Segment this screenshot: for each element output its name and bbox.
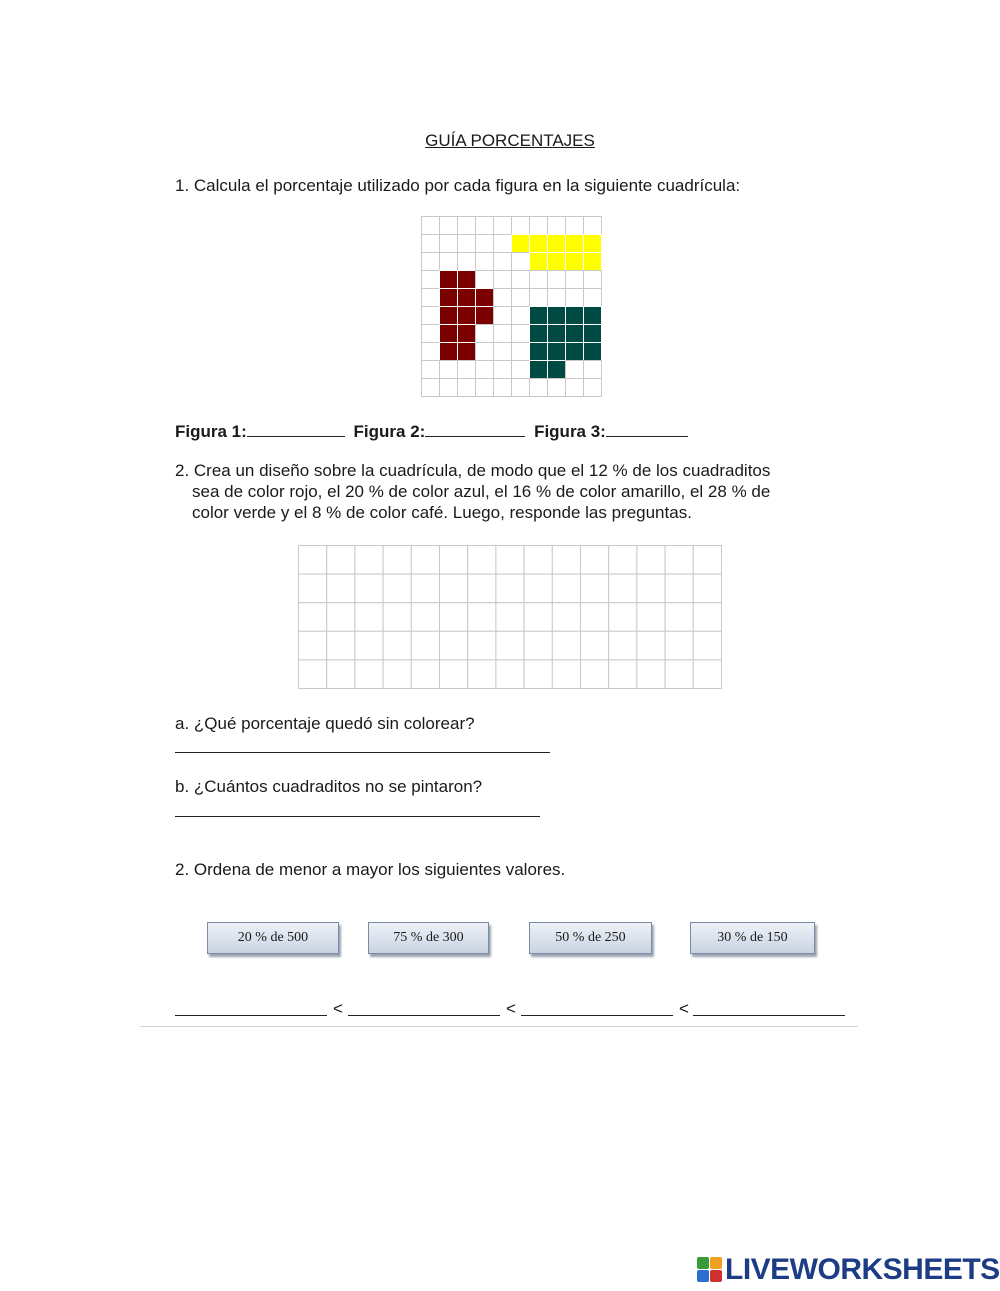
order-slot-4[interactable] [693, 1015, 845, 1016]
grid-cell [422, 235, 440, 253]
grid-cell[interactable] [552, 603, 580, 632]
grid-cell-filled [458, 289, 476, 307]
question-3: 2. Ordena de menor a mayor los siguientes valores. [175, 860, 566, 879]
grid-cell[interactable] [355, 574, 383, 603]
grid-cell[interactable] [440, 574, 468, 603]
grid-cell [476, 253, 494, 271]
grid-cell [422, 379, 440, 397]
grid-cell[interactable] [440, 603, 468, 632]
value-chip-2[interactable]: 75 % de 300 [368, 922, 489, 954]
grid-cell-filled [584, 307, 602, 325]
grid-cell [548, 289, 566, 307]
grid-cell[interactable] [496, 603, 524, 632]
grid-cell-filled [512, 235, 530, 253]
grid-cell [548, 271, 566, 289]
grid-cell-filled [530, 235, 548, 253]
grid-cell [422, 217, 440, 235]
grid-cell [494, 307, 512, 325]
grid-cell-filled [458, 307, 476, 325]
grid-cell [422, 325, 440, 343]
grid-cell[interactable] [496, 574, 524, 603]
question-a: a. ¿Qué porcentaje quedó sin colorear? [175, 714, 475, 733]
grid-cell [440, 379, 458, 397]
grid-cell [584, 271, 602, 289]
grid-cell [530, 217, 548, 235]
grid-cell[interactable] [524, 631, 552, 660]
grid-cell[interactable] [552, 574, 580, 603]
grid-cell [476, 361, 494, 379]
grid-cell [512, 289, 530, 307]
grid-cell[interactable] [355, 660, 383, 689]
grid-cell[interactable] [665, 631, 693, 660]
grid-cell[interactable] [581, 660, 609, 689]
grid-cell[interactable] [665, 546, 693, 575]
grid-cell[interactable] [299, 631, 327, 660]
grid-cell[interactable] [327, 574, 355, 603]
grid-cell-filled [548, 253, 566, 271]
grid-cell-filled [566, 235, 584, 253]
grid-cell[interactable] [637, 603, 665, 632]
grid-cell-filled [440, 271, 458, 289]
grid-cell [584, 361, 602, 379]
grid-cell [494, 343, 512, 361]
grid-cell [566, 289, 584, 307]
value-chip-1[interactable]: 20 % de 500 [207, 922, 339, 954]
grid-cell[interactable] [383, 631, 411, 660]
grid-cell[interactable] [355, 546, 383, 575]
grid-cell-filled [548, 235, 566, 253]
grid-cell[interactable] [496, 660, 524, 689]
grid-cell [422, 343, 440, 361]
footer-divider [140, 1026, 858, 1027]
grid-cell-filled [440, 307, 458, 325]
grid-cell[interactable] [299, 660, 327, 689]
grid-cell-filled [458, 325, 476, 343]
grid-cell[interactable] [411, 574, 439, 603]
question-b: b. ¿Cuántos cuadraditos no se pintaron? [175, 777, 483, 796]
grid-cell[interactable] [609, 660, 637, 689]
grid-cell [566, 217, 584, 235]
grid-cell[interactable] [581, 546, 609, 575]
liveworksheets-logo [697, 1255, 1000, 1285]
grid-cell [458, 253, 476, 271]
grid-cell[interactable] [299, 574, 327, 603]
grid-cell [512, 379, 530, 397]
grid-cell-filled [584, 343, 602, 361]
percentage-grid-1 [421, 216, 602, 397]
grid-cell [512, 325, 530, 343]
grid-cell-filled [440, 325, 458, 343]
figure-3-label: Figura 3: [534, 422, 606, 441]
grid-cell-filled [530, 361, 548, 379]
figure-2-label: Figura 2: [353, 422, 426, 441]
grid-cell [494, 271, 512, 289]
grid-cell[interactable] [665, 603, 693, 632]
grid-cell[interactable] [581, 631, 609, 660]
grid-cell[interactable] [468, 574, 496, 603]
grid-cell [512, 217, 530, 235]
grid-cell [494, 253, 512, 271]
grid-cell[interactable] [411, 660, 439, 689]
grid-cell [422, 253, 440, 271]
grid-cell [512, 253, 530, 271]
grid-cell[interactable] [327, 603, 355, 632]
order-slot-1[interactable] [175, 1015, 327, 1016]
grid-cell[interactable] [552, 631, 580, 660]
grid-cell[interactable] [383, 574, 411, 603]
grid-cell[interactable] [524, 603, 552, 632]
grid-cell[interactable] [524, 574, 552, 603]
grid-cell [422, 271, 440, 289]
grid-cell[interactable] [299, 546, 327, 575]
grid-cell[interactable] [637, 660, 665, 689]
grid-cell [494, 217, 512, 235]
grid-cell-filled [566, 343, 584, 361]
grid-cell[interactable] [609, 603, 637, 632]
answer-a-line[interactable] [175, 752, 550, 753]
grid-cell[interactable] [665, 574, 693, 603]
page-title: GUÍA PORCENTAJES [425, 131, 595, 150]
less-than-sign: < [333, 999, 343, 1018]
grid-cell [440, 235, 458, 253]
grid-cell[interactable] [693, 603, 721, 632]
grid-cell-filled [530, 307, 548, 325]
grid-cell[interactable] [468, 603, 496, 632]
grid-cell [530, 379, 548, 397]
question-2-line: 2. Crea un diseño sobre la cuadrícula, de modo que el 12 % de los cuadraditos [175, 461, 771, 480]
grid-cell[interactable] [665, 660, 693, 689]
liveworksheets-logo-text: LIVEWORKSHEETS [725, 1253, 1000, 1286]
grid-cell [476, 343, 494, 361]
grid-cell[interactable] [327, 631, 355, 660]
grid-cell[interactable] [411, 603, 439, 632]
grid-cell [494, 325, 512, 343]
grid-cell [494, 235, 512, 253]
grid-cell[interactable] [299, 603, 327, 632]
grid-cell [584, 289, 602, 307]
grid-cell [440, 361, 458, 379]
grid-cell [512, 361, 530, 379]
grid-cell[interactable] [468, 660, 496, 689]
grid-cell-filled [458, 271, 476, 289]
grid-cell[interactable] [609, 574, 637, 603]
value-chip-3[interactable]: 50 % de 250 [529, 922, 652, 954]
grid-cell[interactable] [609, 631, 637, 660]
grid-cell [494, 379, 512, 397]
grid-cell-filled [530, 343, 548, 361]
grid-cell-filled [440, 289, 458, 307]
grid-cell[interactable] [327, 660, 355, 689]
grid-cell-filled [584, 325, 602, 343]
figure-1-label: Figura 1: [175, 422, 247, 441]
grid-cell-filled [548, 325, 566, 343]
order-slot-3[interactable] [521, 1015, 673, 1016]
grid-cell [530, 289, 548, 307]
grid-cell [476, 379, 494, 397]
grid-cell[interactable] [693, 574, 721, 603]
grid-cell[interactable] [383, 546, 411, 575]
grid-cell [530, 271, 548, 289]
grid-cell-filled [548, 361, 566, 379]
answer-b-line[interactable] [175, 816, 540, 817]
grid-cell[interactable] [383, 603, 411, 632]
grid-cell[interactable] [440, 546, 468, 575]
question-1: 1. Calcula el porcentaje utilizado por cada figura en la siguiente cuadrícula: [175, 176, 741, 195]
grid-cell-filled [458, 343, 476, 361]
grid-cell-filled [566, 253, 584, 271]
grid-cell[interactable] [440, 660, 468, 689]
grid-cell [548, 379, 566, 397]
order-slot-2[interactable] [348, 1015, 500, 1016]
grid-cell-filled [566, 325, 584, 343]
grid-cell[interactable] [693, 631, 721, 660]
grid-cell [458, 361, 476, 379]
grid-cell-filled [530, 325, 548, 343]
grid-cell [584, 217, 602, 235]
grid-cell [494, 289, 512, 307]
grid-cell-filled [530, 253, 548, 271]
grid-cell-filled [440, 343, 458, 361]
grid-cell[interactable] [327, 546, 355, 575]
grid-cell[interactable] [552, 546, 580, 575]
grid-cell[interactable] [552, 660, 580, 689]
grid-cell [512, 343, 530, 361]
grid-cell-filled [548, 307, 566, 325]
grid-cell [422, 361, 440, 379]
grid-cell [494, 361, 512, 379]
grid-cell [566, 361, 584, 379]
grid-cell[interactable] [637, 574, 665, 603]
grid-cell-filled [584, 253, 602, 271]
grid-cell[interactable] [383, 660, 411, 689]
grid-cell[interactable] [411, 631, 439, 660]
grid-cell[interactable] [609, 546, 637, 575]
grid-cell[interactable] [693, 546, 721, 575]
grid-cell[interactable] [440, 631, 468, 660]
less-than-sign: < [506, 999, 516, 1018]
figure-answers [175, 420, 688, 442]
grid-cell [476, 235, 494, 253]
figure-2-answer[interactable] [425, 420, 525, 437]
grid-cell [458, 379, 476, 397]
question-2-line: color verde y el 8 % de color café. Luego, responde las preguntas. [192, 503, 692, 522]
grid-cell-filled [476, 289, 494, 307]
grid-cell-filled [566, 307, 584, 325]
grid-cell [476, 325, 494, 343]
figure-3-answer[interactable] [606, 420, 688, 437]
grid-cell [548, 217, 566, 235]
grid-cell [476, 217, 494, 235]
question-2-line: sea de color rojo, el 20 % de color azul, el 16 % de color amarillo, el 28 % de [192, 482, 771, 501]
grid-cell [566, 271, 584, 289]
grid-cell [566, 379, 584, 397]
grid-cell [512, 307, 530, 325]
liveworksheets-logo-icon [697, 1257, 723, 1283]
grid-cell[interactable] [468, 546, 496, 575]
grid-cell-filled [476, 307, 494, 325]
grid-cell[interactable] [637, 631, 665, 660]
grid-cell [440, 217, 458, 235]
grid-cell [422, 307, 440, 325]
design-grid[interactable] [298, 545, 723, 690]
grid-cell[interactable] [496, 631, 524, 660]
grid-cell [512, 271, 530, 289]
grid-cell[interactable] [355, 631, 383, 660]
figure-1-answer[interactable] [247, 420, 345, 437]
grid-cell[interactable] [581, 574, 609, 603]
grid-cell [458, 217, 476, 235]
grid-cell[interactable] [581, 603, 609, 632]
grid-cell[interactable] [693, 660, 721, 689]
grid-cell [458, 235, 476, 253]
grid-cell[interactable] [355, 603, 383, 632]
grid-cell-filled [548, 343, 566, 361]
grid-cell[interactable] [468, 631, 496, 660]
grid-cell[interactable] [637, 546, 665, 575]
grid-cell[interactable] [524, 546, 552, 575]
grid-cell [422, 289, 440, 307]
grid-cell [440, 253, 458, 271]
question-2 [175, 460, 770, 523]
grid-cell[interactable] [496, 546, 524, 575]
grid-cell[interactable] [411, 546, 439, 575]
grid-cell [476, 271, 494, 289]
grid-cell[interactable] [524, 660, 552, 689]
less-than-sign: < [679, 999, 689, 1018]
value-chip-4[interactable]: 30 % de 150 [690, 922, 815, 954]
grid-cell [584, 379, 602, 397]
grid-cell-filled [584, 235, 602, 253]
